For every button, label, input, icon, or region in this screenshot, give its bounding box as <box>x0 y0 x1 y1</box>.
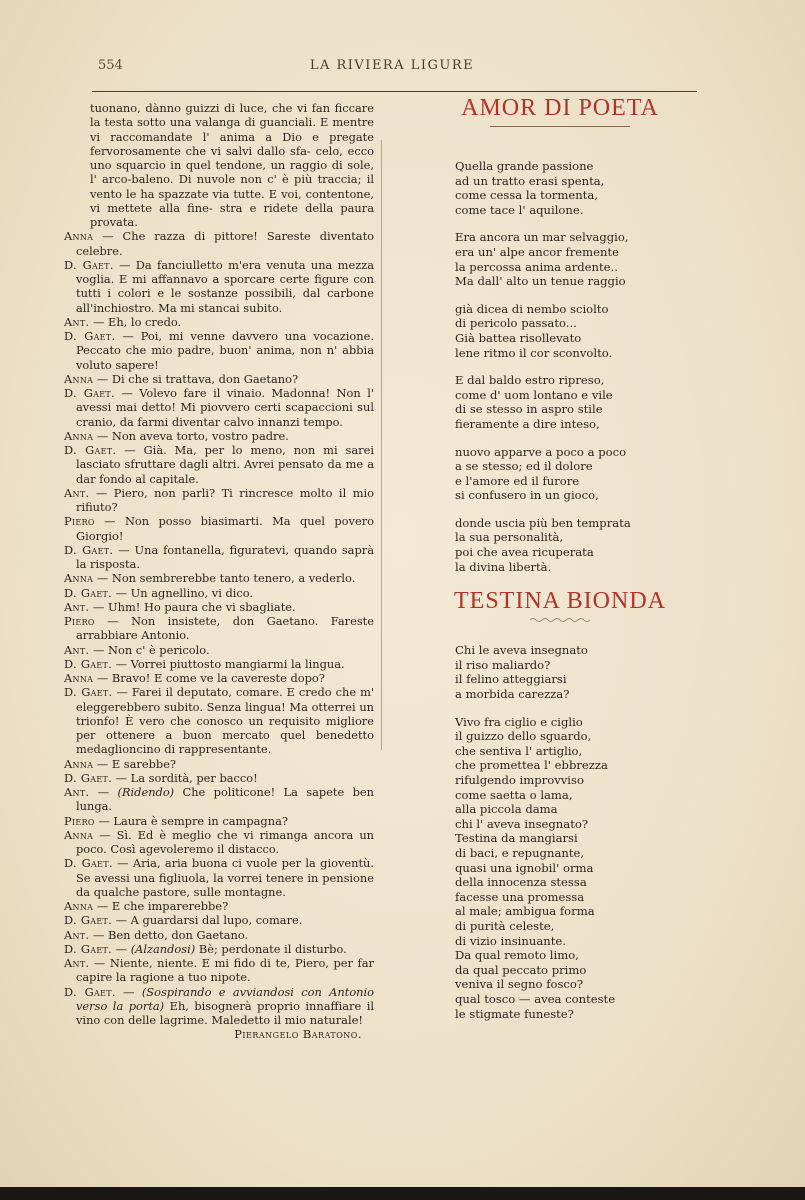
poem-stanza <box>455 230 680 288</box>
poem-title-testina-bionda: TESTINA BIONDA <box>454 588 666 615</box>
dialogue-line <box>64 586 374 600</box>
poem-line: il felino atteggiarsi <box>455 672 567 687</box>
speech-text: — Non posso biasimarti. Ma quel povero Giorgio! <box>76 514 374 543</box>
speech-text: — Un agnellino, vi dico. <box>115 585 254 600</box>
speaker-name: D. Gaet. <box>64 257 114 272</box>
poem-line: a se stesso; ed il dolore <box>455 459 593 474</box>
speech-text: — Di che si trattava, don Gaetano? <box>96 371 299 386</box>
poem-stanza <box>455 445 680 503</box>
poem-line: rifulgendo improvviso <box>455 773 584 787</box>
speech-text: — E che imparerebbe? <box>96 899 229 913</box>
speaker-name: D. Gaet. <box>64 856 113 871</box>
poem-line: la percossa anima ardente.. <box>455 259 618 274</box>
poem-title-amor-di-poeta: AMOR DI POETA <box>461 95 659 121</box>
poem-line: fieramente a dire inteso, <box>455 416 600 431</box>
poem-line: la sua personalità, <box>455 530 564 545</box>
speaker-name: Ant. <box>64 642 90 657</box>
dialogue-line <box>64 571 374 585</box>
dialogue-line <box>64 329 374 372</box>
speech-text: — Volevo fare il vinaio. Madonna! Non l' avessi mai detto! Mi piovvero certi scapaccioni sul cranio, da farmi diventar calvo innanzi tempo. <box>76 386 375 429</box>
poem-line: lene ritmo il cor sconvolto. <box>455 345 613 360</box>
poem-line: di baci, e repugnante, <box>455 845 585 860</box>
poem-line: era un' alpe ancor fremente <box>455 244 620 259</box>
dialogue-line <box>64 443 374 486</box>
speech-text: — Niente, niente. E mi fido di te, Piero, per far capire la ragione a tuo nipote. <box>76 956 374 985</box>
dialogue-line <box>64 643 374 657</box>
speech-text: — Bravo! E come ve la cavereste dopo? <box>96 671 325 685</box>
speech-text: — Non insistete, don Gaetano. Fareste arrabbiare Antonio. <box>76 614 374 643</box>
speech-text: — Che razza di pittore! Sareste diventato celebre. <box>76 229 374 258</box>
dialogue-line <box>64 928 374 942</box>
dialogue-line <box>64 899 374 913</box>
speaker-name: Anna <box>64 899 94 913</box>
speech-text: Bè; perdonate il disturbo. <box>198 941 347 956</box>
poem-line: Era ancora un mar selvaggio, <box>455 230 629 245</box>
poem-line: al male; ambigua forma <box>455 904 595 919</box>
speaker-name: Ant. <box>64 785 90 799</box>
speaker-name: D. Gaet. <box>64 656 113 671</box>
stage-direction: (Alzandosi) <box>130 941 196 956</box>
dialogue-line <box>64 600 374 614</box>
dialogue-line <box>64 671 374 685</box>
poem-line: quasi una ignobil' orma <box>455 860 594 875</box>
dialogue-line <box>64 514 374 543</box>
poem-line: come d' uom lontano e vile <box>455 387 613 402</box>
speech-list <box>64 229 374 1027</box>
dialogue-line: D. Gaet. — (Sospirando e avviandosi con Antonio verso la porta) Eh, bisognerà proprio innaffiare il vino con delle lagrime. Maledetto il mio naturale! <box>64 984 375 1027</box>
running-head: LA RIVIERA LIGURE <box>309 58 475 73</box>
title-ornament-rule <box>490 126 630 127</box>
poem-line: Vivo fra ciglio e ciglio <box>455 714 583 729</box>
speech-text: — Aria, aria buona ci vuole per la gioventù. Se avessi una figliuola, la vorrei tenere in pensione da qualche pastore, sulle montagne. <box>76 856 374 899</box>
speaker-name: D. Gaet. <box>64 685 113 700</box>
poem-line: veniva il segno fosco? <box>455 977 584 992</box>
speaker-name: D. Gaet. <box>64 386 115 400</box>
dialogue-line: Ant. — (Ridendo) Che politicone! La sapete ben lunga. <box>64 785 374 814</box>
opening-paragraph: tuonano, dànno guizzi di luce, che vi fan ficcare la testa sotto una valanga di guanciali. E mentre vi raccomandate l' anima a Dio e pregate fervorosamente che vi salvi dallo sfa- celo, ecco uno squarcio in quel tendone, un raggio di sole, l' arco-baleno. Di nuvole non c' è più traccia; il vento le ha spazzate via tutte. E voi, contentone, vi mettete alla fine- stra e ridete della paura provata. <box>90 101 374 229</box>
poem-stanza <box>455 302 680 360</box>
dialogue-line <box>64 913 374 927</box>
poem-line: il guizzo dello sguardo, <box>455 729 592 744</box>
poem-line: E dal baldo estro ripreso, <box>455 373 605 388</box>
poem-line: ad un tratto erasi spenta, <box>455 173 605 188</box>
speaker-name: D. Gaet. <box>64 585 113 600</box>
poem-stanza <box>455 516 680 574</box>
poem-line: Ma dall' alto un tenue raggio <box>455 274 626 289</box>
dialogue-line <box>64 386 374 429</box>
column-divider <box>381 140 382 750</box>
speaker-name: Piero <box>64 514 95 529</box>
speaker-name: D. Gaet. <box>64 329 116 343</box>
dialogue-line <box>64 856 374 899</box>
poem-stanza <box>455 643 680 701</box>
page-header <box>92 58 692 78</box>
speaker-name: Anna <box>64 756 94 771</box>
dialogue-line <box>64 956 374 985</box>
dialogue-line <box>64 814 374 828</box>
speaker-name: Anna <box>64 671 94 685</box>
speaker-name: D. Gaet. <box>64 913 113 928</box>
speech-text: — Non sembrerebbe tanto tenero, a vederlo. <box>96 571 356 586</box>
poem-line: si confusero in un gioco, <box>455 488 599 503</box>
poem-line: facesse una promessa <box>455 889 585 904</box>
speech-text: — A guardarsi dal lupo, comare. <box>115 913 303 928</box>
dialogue-line <box>64 771 374 785</box>
poem-line: alla piccola dama <box>455 802 558 817</box>
speech-text: — Vorrei piuttosto mangiarmi la lingua. <box>115 656 345 671</box>
poem-line: Chi le aveva insegnato <box>455 643 588 658</box>
speech-text: — Già. Ma, per lo meno, non mi sarei lasciato sfruttare dagli altri. Avrei pensato da me a dar fondo al capitale. <box>76 443 374 486</box>
speech-text: — Poi, mi venne davvero una vocazione. Peccato che mio padre, buon' anima, non n' abbia voluto sapere! <box>76 329 374 372</box>
poem-line: chi l' aveva insegnato? <box>455 816 589 831</box>
speaker-name: D. Gaet. <box>64 443 117 457</box>
speech-text: — La sordità, per bacco! <box>115 770 258 785</box>
speaker-name: Anna <box>64 371 94 386</box>
dialogue-line: D. Gaet. — (Alzandosi) Bè; perdonate il disturbo. <box>64 941 347 956</box>
poem-line: come saetta o lama, <box>455 787 573 802</box>
poem-line: di se stesso in aspro stile <box>455 402 603 417</box>
poem-line: nuovo apparve a poco a poco <box>455 444 627 459</box>
poem-testina-bionda <box>440 643 680 1021</box>
poem-line: come tace l' aquilone. <box>455 202 584 217</box>
speaker-name: Anna <box>64 229 94 244</box>
speech-text: Che politicone! La sapete ben lunga. <box>76 785 374 814</box>
poem-line: Quella grande passione <box>455 159 594 173</box>
dialogue-line <box>64 757 374 771</box>
speaker-name: Anna <box>64 827 94 842</box>
speaker-name: D. Gaet. <box>64 770 113 785</box>
poem-line: già dicea di nembo sciolto <box>455 301 609 316</box>
poem-line: a morbida carezza? <box>455 687 570 702</box>
dialogue-line <box>64 543 374 572</box>
speech-text: — Una fontanella, figuratevi, quando saprà la risposta. <box>76 542 374 571</box>
poem-line: donde uscia più ben temprata <box>455 515 631 530</box>
poem-column <box>440 95 680 1034</box>
header-rule <box>92 91 697 92</box>
speech-text: — Eh, lo credo. <box>93 314 182 329</box>
speech-text: — E sarebbe? <box>96 756 177 771</box>
poem-line: la divina libertà. <box>455 559 552 574</box>
speech-text: — Farei il deputato, comare. E credo che m' eleggerebbero subito. Senza lingua! Ma otterrei un trionfo! È vero che conosco un requisito migliore per ottenere a buon mercato quel benedetto medaglioncino di rappresentante. <box>76 685 375 757</box>
dialogue-line <box>64 614 374 643</box>
poem-stanza <box>455 373 680 431</box>
poem-line: qual tosco — avea conteste <box>455 991 616 1006</box>
poem-amor-di-poeta <box>440 159 680 574</box>
poem-line: da qual peccato primo <box>455 962 587 977</box>
scan-border <box>0 1187 805 1200</box>
speaker-name: Ant. <box>64 927 90 942</box>
poem-line: Testina da mangiarsi <box>455 831 578 846</box>
stage-direction: (Sospirando e avviandosi con Antonio verso la porta) <box>76 984 375 1013</box>
speech-text: — Da fanciulletto m'era venuta una mezza voglia. E mi affannavo a sporcare certe figure con tutti i colori e le sostanze possibili, dal carbone all'inchiostro. Ma mi stancai subito. <box>76 257 374 315</box>
poem-line: che promettea l' ebbrezza <box>455 758 608 773</box>
dialogue-line <box>64 657 374 671</box>
speaker-name: Ant. <box>64 956 90 970</box>
speaker-name: D. Gaet. <box>64 984 116 999</box>
speaker-name: D. Gaet. <box>64 941 113 956</box>
dialogue-line <box>64 229 374 258</box>
speaker-name: Anna <box>64 428 94 443</box>
speech-text: — Uhm! Ho paura che vi sbagliate. <box>93 599 296 614</box>
poem-line: e l'amore ed il furore <box>455 473 580 488</box>
author-signature: Pierangelo Baratono. <box>234 1027 362 1042</box>
speaker-name: D. Gaet. <box>64 542 114 557</box>
speech-text: — Ben detto, don Gaetano. <box>93 927 249 942</box>
dialogue-line <box>64 486 374 515</box>
dialogue-line <box>64 685 374 756</box>
speech-text: — Non aveva torto, vostro padre. <box>96 428 289 443</box>
speech-text: — Piero, non parli? Ti rincresce molto il mio rifiuto? <box>76 485 374 514</box>
stage-direction: (Ridendo) <box>117 785 175 799</box>
dialogue-line <box>64 372 374 386</box>
poem-line: Da qual remoto limo, <box>455 948 579 963</box>
dialogue-line <box>64 315 374 329</box>
page-number: 554 <box>98 58 123 73</box>
poem-stanza <box>455 715 680 1021</box>
poem-stanza <box>455 159 680 217</box>
speaker-name: Ant. <box>64 314 90 329</box>
speech-text: — Sì. Ed è meglio che vi rimanga ancora un poco. Così agevoleremo il distacco. <box>76 827 374 856</box>
poem-line: come cessa la tormenta, <box>455 188 598 203</box>
speaker-name: Piero <box>64 614 95 628</box>
speaker-name: Ant. <box>64 485 90 500</box>
dialogue-line <box>64 828 374 857</box>
dialogue-line <box>64 258 374 315</box>
speech-text: Eh, bisognerà proprio innaffiare il vino con delle lagrime. Maledetto il mio naturale! <box>76 998 374 1027</box>
speaker-name: Ant. <box>64 599 90 614</box>
speaker-name: Anna <box>64 571 94 586</box>
poem-line: di pericolo passato... <box>455 316 577 331</box>
poem-line: le stigmate funeste? <box>455 1006 574 1021</box>
poem-line: di purità celeste, <box>455 918 555 933</box>
dialogue-line <box>64 429 374 443</box>
poem-line: di vizio insinuante. <box>455 933 566 948</box>
speaker-name: Piero <box>64 813 95 828</box>
speech-text: — Laura è sempre in campagna? <box>98 813 288 828</box>
poem-line: il riso maliardo? <box>455 657 551 672</box>
poem-line: poi che avea ricuperata <box>455 545 594 560</box>
speech-text: — Non c' è pericolo. <box>93 642 210 657</box>
title-ornament-wave <box>530 617 590 623</box>
dialogue-column <box>64 101 374 1042</box>
poem-line: che sentiva l' artiglio, <box>455 743 583 758</box>
poem-line: della innocenza stessa <box>455 875 587 890</box>
poem-line: Già battea risollevato <box>455 330 582 345</box>
